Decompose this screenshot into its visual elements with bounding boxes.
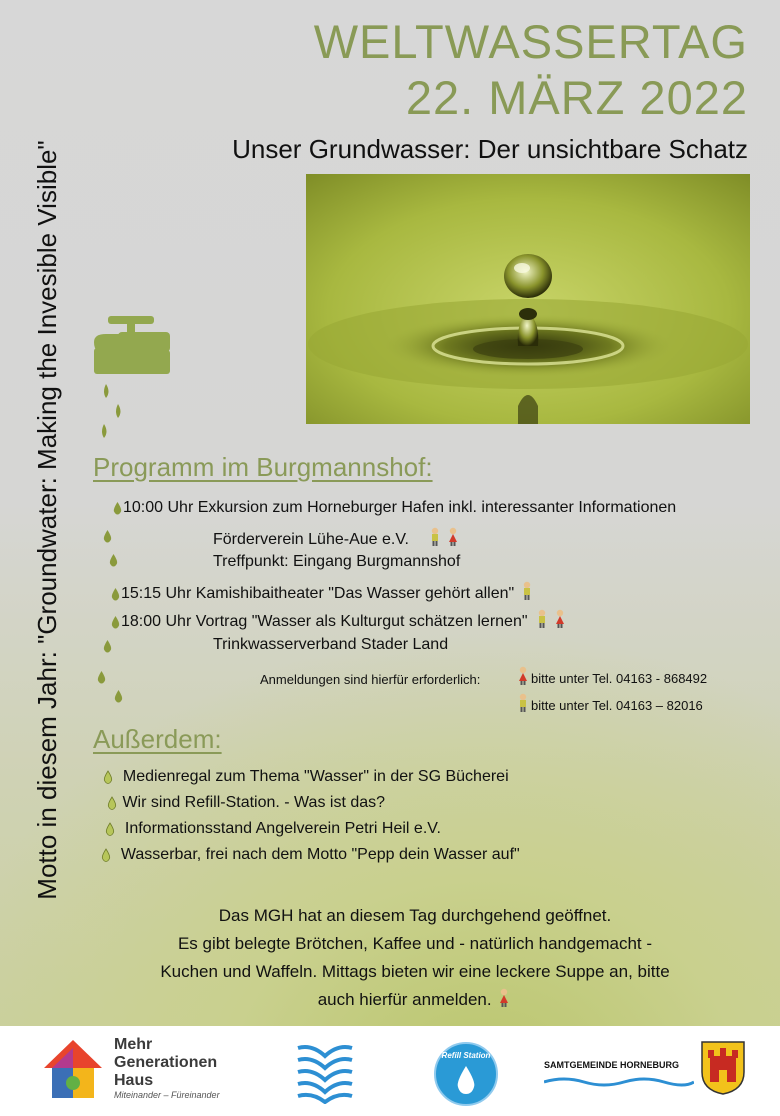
registration-label: Anmeldungen sind hierfür erforderlich: xyxy=(260,672,481,687)
horneburg-crest-logo xyxy=(700,1040,746,1096)
water-drop-icon xyxy=(102,770,114,784)
extras-heading: Außerdem: xyxy=(93,724,222,754)
side-motto: Motto in diesem Jahr: "Groundwater: Making the Invesible Visible" xyxy=(32,140,62,900)
water-drop-photo xyxy=(306,174,750,424)
water-drop-icon xyxy=(112,501,123,515)
title-line2: 22. MÄRZ 2022 xyxy=(405,71,748,124)
extras-item-4-text: Wasserbar, frei nach dem Motto "Pepp dein Wasser auf" xyxy=(120,846,520,863)
extras-item-1 xyxy=(102,768,509,786)
kids-icon xyxy=(496,988,512,1008)
kids-icon xyxy=(532,609,572,629)
water-drop-icon xyxy=(100,848,112,862)
mgh-text xyxy=(114,1036,220,1100)
phone-2-text: bitte unter Tel. 04163 – 82016 xyxy=(531,698,703,713)
mgh-house-logo xyxy=(42,1038,104,1102)
extras-item-4 xyxy=(100,846,520,864)
extras-item-3-text: Informationsstand Angelverein Petri Heil e.V. xyxy=(124,820,441,837)
water-drop-icon xyxy=(106,796,118,810)
phone-1-text: bitte unter Tel. 04163 - 868492 xyxy=(531,671,708,686)
registration-phone-1 xyxy=(515,666,707,686)
water-drop-icon xyxy=(454,1064,478,1096)
program-item-5-text: 18:00 Uhr Vortrag "Wasser als Kulturgut schätzen lernen" xyxy=(121,613,528,630)
closing-line-1: Das MGH hat an diesem Tag durchgehend geöffnet. xyxy=(218,906,612,925)
kids-icon xyxy=(515,666,531,686)
program-item-1 xyxy=(112,499,676,517)
mgh-tagline: Miteinander – Füreinander xyxy=(114,1090,220,1100)
extras-item-3 xyxy=(104,820,441,838)
samtgemeinde-wave xyxy=(544,1076,694,1088)
program-item-3: Treffpunkt: Eingang Burgmannshof xyxy=(213,553,461,570)
mgh-line-1: Mehr xyxy=(114,1036,153,1053)
registration-phone-2 xyxy=(515,693,703,713)
kids-icon xyxy=(515,693,531,713)
closing-line-4-wrap xyxy=(70,986,760,1014)
samtgemeinde-label: SAMTGEMEINDE HORNEBURG xyxy=(544,1060,680,1070)
water-drop-icon xyxy=(110,615,121,629)
title-line1: WELTWASSERTAG xyxy=(313,15,748,68)
mgh-line-2: Generationen xyxy=(114,1054,218,1071)
program-item-6: Trinkwasserverband Stader Land xyxy=(213,636,449,653)
refill-label: Refill Station xyxy=(441,1051,491,1060)
program-item-1-text: 10:00 Uhr Exkursion zum Horneburger Hafen inkl. interessanter Informationen xyxy=(123,499,677,516)
water-tap-icon xyxy=(92,312,174,446)
extras-item-1-text: Medienregal zum Thema "Wasser" in der SG Bücherei xyxy=(122,768,509,785)
water-drop-icon xyxy=(113,689,124,703)
program-item-4-text: 15:15 Uhr Kamishibaitheater "Das Wasser gehört allen" xyxy=(121,585,515,602)
subtitle: Unser Grundwasser: Der unsichtbare Schatz xyxy=(232,134,748,164)
footer xyxy=(0,1026,780,1116)
refill-station-logo xyxy=(434,1042,498,1106)
program-item-2-text: Förderverein Lühe-Aue e.V. xyxy=(213,531,409,548)
extras-item-2-text: Wir sind Refill-Station. - Was ist das? xyxy=(122,794,386,811)
program-heading: Programm im Burgmannshof: xyxy=(93,452,433,482)
water-drop-icon xyxy=(96,670,107,684)
kids-icon xyxy=(425,527,465,547)
water-drop-icon xyxy=(102,529,113,543)
closing-line-2: Es gibt belegte Brötchen, Kaffee und - natürlich handgemacht - xyxy=(177,934,653,953)
water-drop-icon xyxy=(110,587,121,601)
water-drop-icon xyxy=(108,553,119,567)
program-item-4 xyxy=(110,581,535,603)
water-drop-icon xyxy=(102,639,113,653)
closing-line-4: auch hierfür anmelden. xyxy=(317,990,492,1009)
program-item-2 xyxy=(213,527,465,549)
kids-icon xyxy=(519,581,535,601)
closing-text xyxy=(70,902,760,1014)
mgh-line-3: Haus xyxy=(114,1072,154,1089)
extras-item-2 xyxy=(106,794,385,812)
water-drop-icon xyxy=(104,822,116,836)
program-item-5 xyxy=(110,609,572,631)
book-logo xyxy=(296,1042,354,1104)
closing-line-3: Kuchen und Waffeln. Mittags bieten wir eine leckere Suppe an, bitte xyxy=(160,962,670,981)
